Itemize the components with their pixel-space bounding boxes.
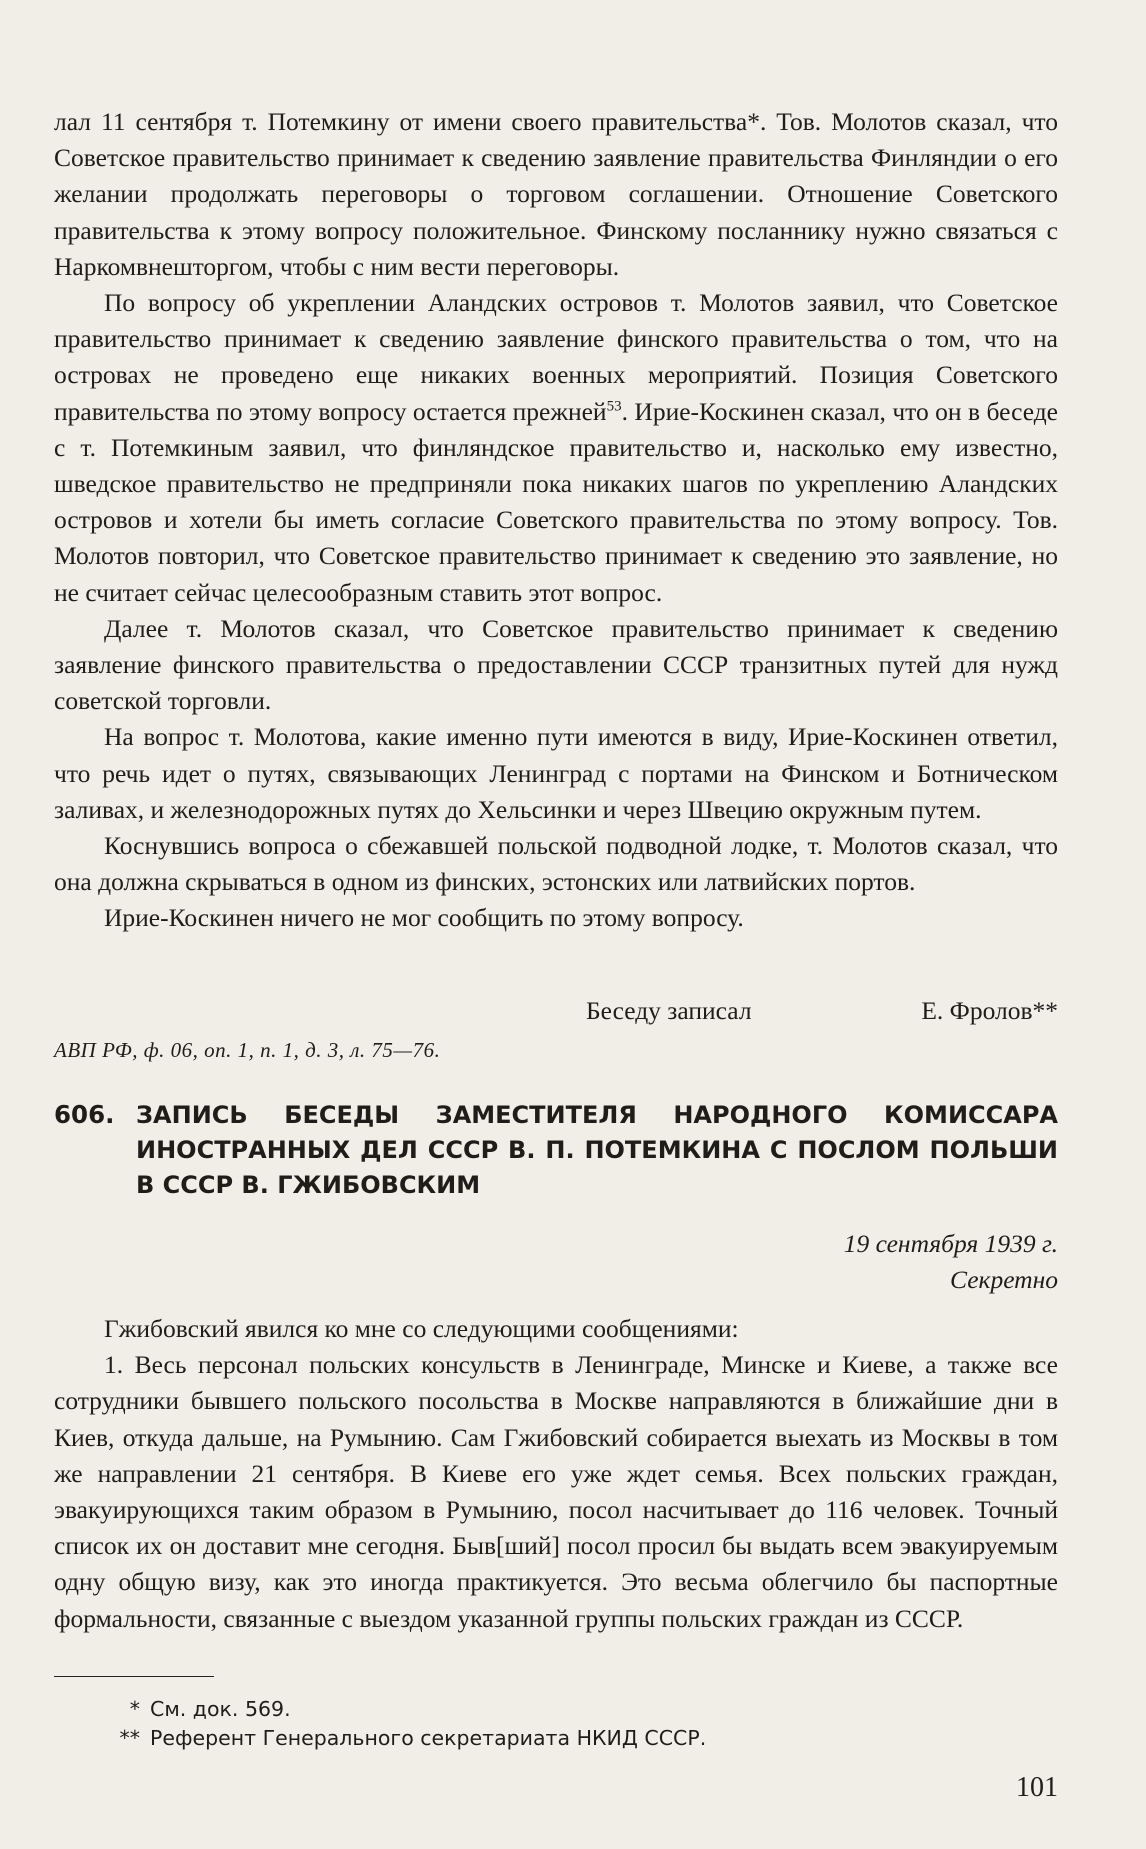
document-date: 19 сентября 1939 г. [843,1229,1058,1258]
document-body [54,1311,1058,1637]
footnote-text: Референт Генерального секретариата НКИД СССР. [150,1726,707,1750]
footnote-mark: ** [119,1726,140,1750]
document-title: ЗАПИСЬ БЕСЕДЫ ЗАМЕСТИТЕЛЯ НАРОДНОГО КОМИССАРА ИНОСТРАННЫХ ДЕЛ СССР В. П. ПОТЕМКИНА С ПОСЛОМ ПОЛЬШИ В СССР В. ГЖИБОВСКИМ [136,1101,1058,1199]
paragraph-part: По вопросу об укреплении Аландских островов т. Молотов заявил, что Советское правительство принимает к сведению заявление финского правительства о том, что на островах не проведено еще никаких военных мероприятий. Позиция Советского правительства по этому вопросу остается прежней [54,288,1058,426]
page-number: 101 [1016,1772,1058,1803]
footnote [98,1697,291,1721]
signature-line [54,996,1058,1032]
footnote-mark: * [129,1697,140,1721]
lower-section [54,0,1058,1849]
footnote [98,1726,706,1750]
signature-label: Беседу записал [586,996,752,1025]
paragraph: Ирие-Коскинен ничего не мог сообщить по этому вопросу. [104,903,744,933]
document-dateline [844,1226,1058,1298]
footnote-ref: 53 [606,398,622,415]
signature-name: Е. Фролов** [921,996,1058,1025]
classification-mark: Секретно [950,1265,1058,1294]
paragraph: Далее т. Молотов сказал, что Советское правительство принимает к сведению заявление финского правительства о предоставлении СССР транзитных путей для нужд советской торговли. [54,613,1058,716]
document-number: 606. [54,1100,115,1129]
footnote-text: См. док. 569. [150,1697,291,1721]
paragraph: Коснувшись вопроса о сбежавшей польской подводной лодке, т. Молотов сказал, что она должна скрываться в одном из финских, эстонских или латвийских портов. [54,831,1058,897]
paragraph: На вопрос т. Молотова, какие именно пути имеются в виду, Ирие-Коскинен ответил, что речь идет о путях, связывающих Ленинград с портами на Финском и Ботническом заливах, и железнодорожных путях до Хельсинки и через Швецию окружным путем. [54,722,1058,824]
paragraph: лал 11 сентября т. Потемкину от имени своего правительства*. Тов. Молотов сказал, что Советское правительство принимает к сведению заявление правительства Финляндии о его желании продолжать переговоры о торговом соглашении. Отношение Советского правительства к этому вопросу положительное. Финскому посланнику нужно связаться с Наркомвнешторгом, чтобы с ним вести переговоры. [54,107,1058,281]
paragraph: Гжибовский явился ко мне со следующими сообщениями: [104,1314,739,1343]
archive-reference: АВП РФ, ф. 06, оп. 1, п. 1, д. 3, л. 75—76. [54,1038,441,1062]
paragraph-part: . Ирие-Коскинен сказал, что он в беседе с т. Потемкиным заявил, что финляндское правительство и, насколько ему известно, шведское правительство не предприняли пока никаких шагов по укреплению Аландских островов и хотели бы иметь согласие Советского правительства по этому вопросу. Тов. Молотов повторил, что Советское правительство принимает к сведению это заявление, но не считает сейчас целесообразным ставить этот вопрос. [54,396,1058,607]
paragraph: 1. Весь персонал польских консульств в Ленинграде, Минске и Киеве, а также все сотрудники бывшего польского посольства в Москве направляются в ближайшие дни в Киев, откуда дальше, на Румынию. Сам Гжибовский собирается выехать из Москвы в том же направлении 21 сентября. В Киеве его уже ждет семья. Всех польских граждан, эвакуирующихся таким образом в Румынию, посол насчитывает до 116 человек. Точный список их он доставит мне сегодня. Быв[ший] посол просил бы выдать всем эвакуируемым одну общую визу, как это иногда практикуется. Это весьма облегчило бы паспортные формальности, связанные с выездом указанной группы польских граждан из СССР. [54,1350,1058,1633]
footnote-divider [54,1676,214,1677]
